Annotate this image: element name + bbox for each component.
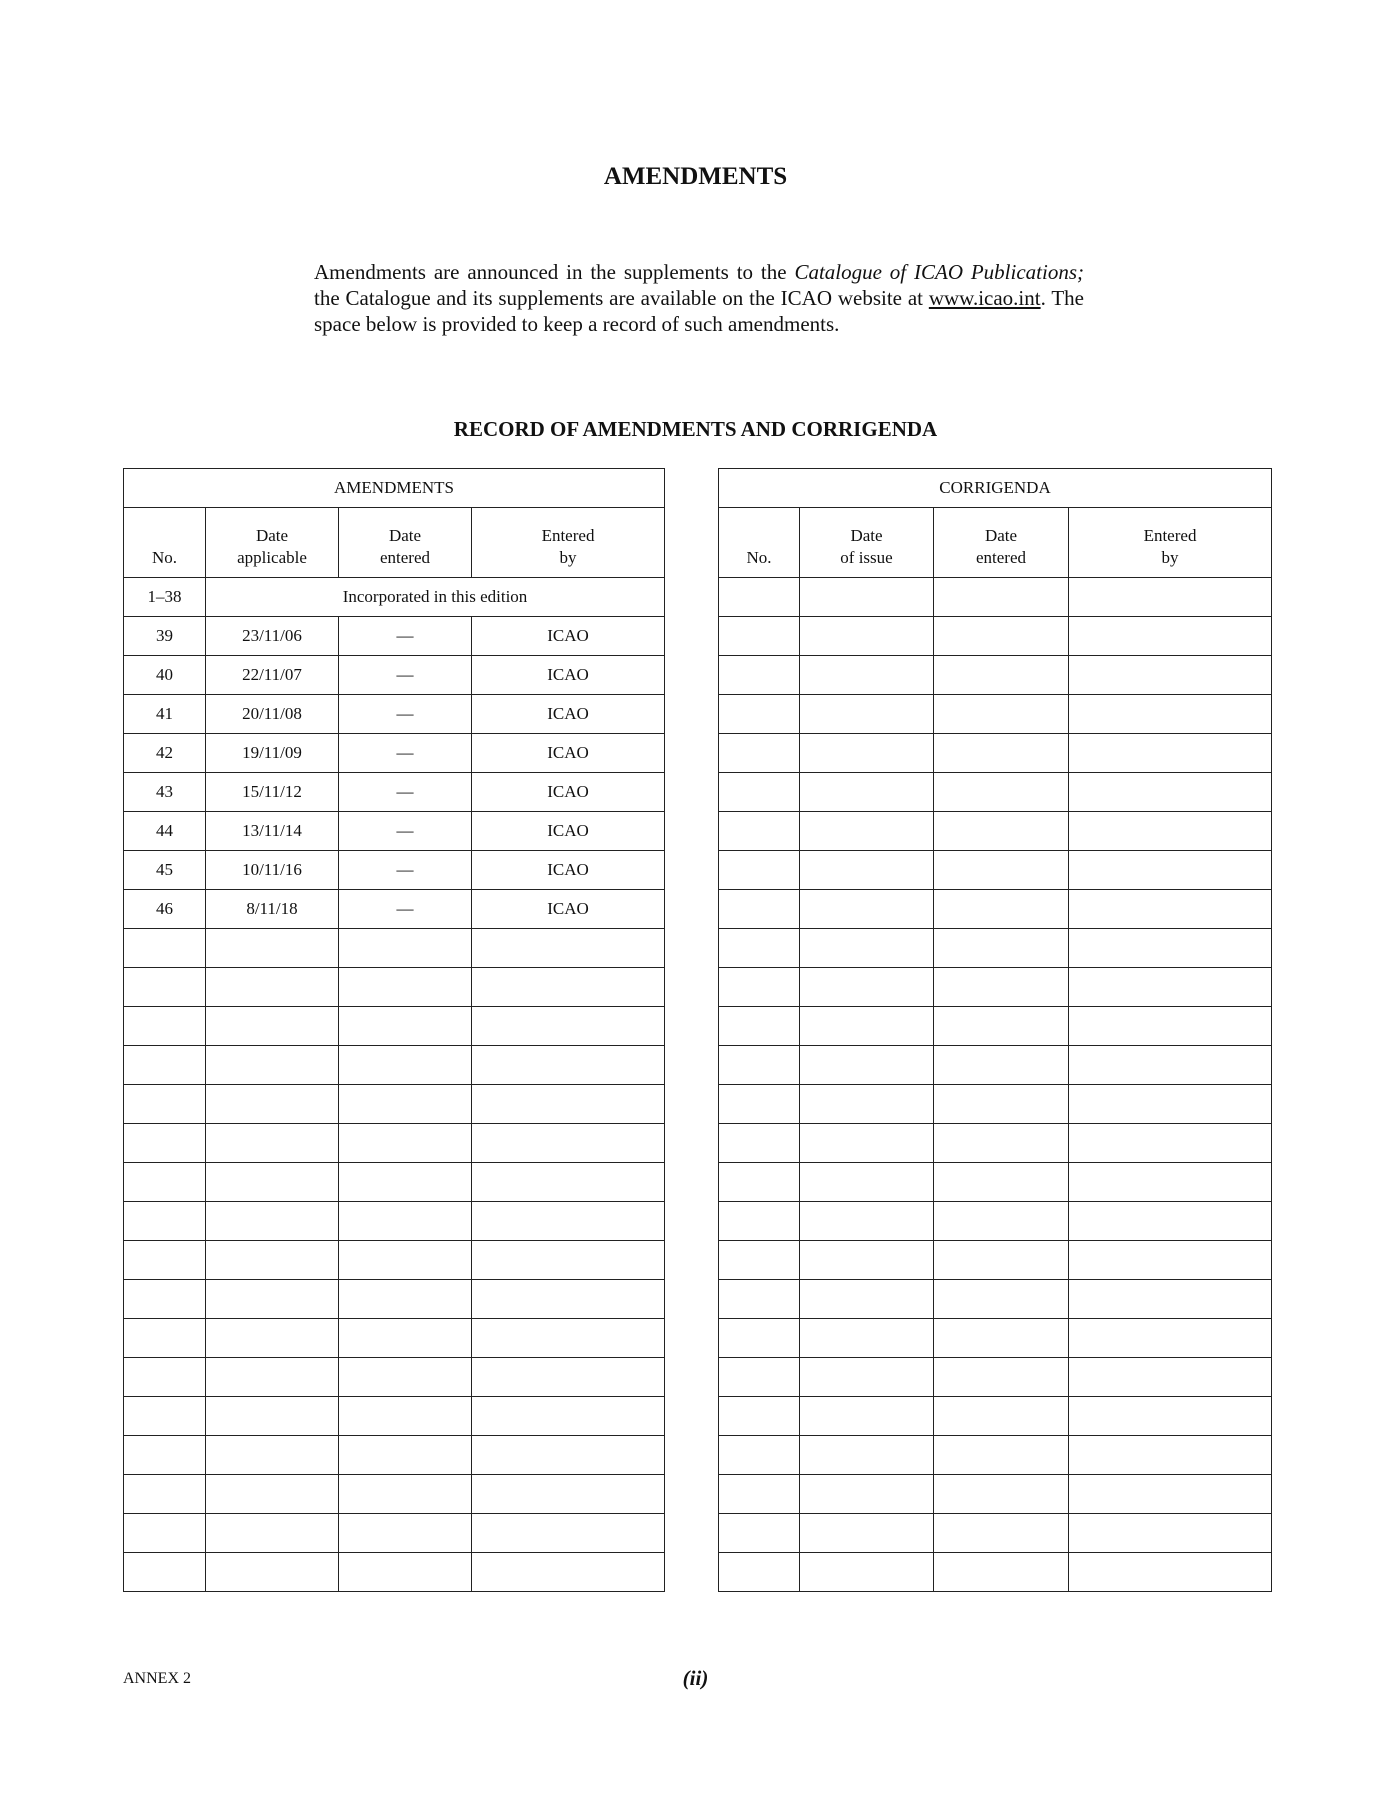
cell-date-2 [339, 1163, 472, 1202]
cell-date-2 [934, 656, 1069, 695]
cell-date-2 [934, 617, 1069, 656]
cell-no [719, 734, 800, 773]
table-row-blank [719, 734, 1272, 773]
cell-entered-by [1069, 968, 1272, 1007]
cell-date-1 [800, 1358, 934, 1397]
cell-date-2 [934, 578, 1069, 617]
catalogue-title: Catalogue of ICAO Publications; [794, 260, 1084, 284]
table-row-blank [719, 851, 1272, 890]
header-entered-by: Entered by [472, 508, 665, 578]
cell-date-1 [800, 812, 934, 851]
table-row [124, 890, 665, 929]
cell-date-2 [339, 1202, 472, 1241]
table-row-blank [124, 929, 665, 968]
table-row-blank [719, 773, 1272, 812]
cell-date-2: — [339, 773, 472, 812]
cell-no [124, 1319, 206, 1358]
cell-no: 39 [124, 617, 206, 656]
cell-entered-by [1069, 1280, 1272, 1319]
cell-no [124, 1280, 206, 1319]
page-number: (ii) [682, 1666, 709, 1690]
cell-date-1 [206, 1241, 339, 1280]
cell-no [719, 1163, 800, 1202]
cell-entered-by: ICAO [472, 890, 665, 929]
table-row-blank [719, 1397, 1272, 1436]
table-row-incorporated [124, 578, 665, 617]
cell-entered-by [472, 1163, 665, 1202]
cell-date-1 [206, 929, 339, 968]
table-row [124, 617, 665, 656]
cell-date-1 [800, 773, 934, 812]
cell-date-1 [206, 1280, 339, 1319]
cell-no: 40 [124, 656, 206, 695]
cell-date-2 [339, 1475, 472, 1514]
cell-date-1 [800, 695, 934, 734]
table-row-blank [124, 1358, 665, 1397]
table-row-blank [719, 890, 1272, 929]
cell-entered-by [472, 1007, 665, 1046]
cell-date-2: — [339, 656, 472, 695]
cell-entered-by [1069, 929, 1272, 968]
header-no: No. [124, 508, 206, 578]
cell-no [124, 1007, 206, 1046]
cell-date-1 [800, 1124, 934, 1163]
cell-date-1 [206, 1046, 339, 1085]
table-row-blank [124, 1553, 665, 1592]
cell-date-2 [934, 812, 1069, 851]
cell-date-2 [934, 1553, 1069, 1592]
cell-entered-by [1069, 1046, 1272, 1085]
cell-date-2 [934, 929, 1069, 968]
table-row-blank [719, 578, 1272, 617]
cell-incorporated-note: Incorporated in this edition [206, 578, 665, 617]
cell-date-1 [800, 1280, 934, 1319]
cell-entered-by [472, 968, 665, 1007]
cell-entered-by [472, 1358, 665, 1397]
cell-no [719, 617, 800, 656]
cell-date-1 [206, 1124, 339, 1163]
cell-no: 42 [124, 734, 206, 773]
cell-date-1 [800, 1436, 934, 1475]
header-date-entered: Date entered [339, 508, 472, 578]
cell-date-2: — [339, 617, 472, 656]
table-row-blank [719, 695, 1272, 734]
cell-date-1: 20/11/08 [206, 695, 339, 734]
table-row-blank [719, 617, 1272, 656]
table-row [124, 812, 665, 851]
cell-entered-by: ICAO [472, 812, 665, 851]
cell-entered-by [472, 1085, 665, 1124]
cell-entered-by: ICAO [472, 773, 665, 812]
cell-entered-by: ICAO [472, 617, 665, 656]
cell-no [124, 1046, 206, 1085]
cell-date-1 [800, 968, 934, 1007]
cell-entered-by [472, 1280, 665, 1319]
cell-date-1 [800, 1553, 934, 1592]
cell-date-1 [800, 734, 934, 773]
table-row-blank [124, 1280, 665, 1319]
cell-no [719, 773, 800, 812]
cell-entered-by [1069, 1124, 1272, 1163]
cell-date-1 [800, 1163, 934, 1202]
table-row-blank [719, 1436, 1272, 1475]
cell-date-2 [339, 1553, 472, 1592]
cell-date-2 [934, 1241, 1069, 1280]
intro-text: the Catalogue and its supplements are available on the ICAO website at [314, 286, 929, 310]
cell-date-1 [800, 890, 934, 929]
cell-entered-by [472, 1046, 665, 1085]
table-row-blank [124, 1085, 665, 1124]
cell-entered-by [1069, 851, 1272, 890]
cell-entered-by: ICAO [472, 695, 665, 734]
table-row-blank [719, 1163, 1272, 1202]
table-row-blank [124, 1163, 665, 1202]
cell-date-2 [934, 1163, 1069, 1202]
cell-no [719, 1475, 800, 1514]
cell-no [719, 1280, 800, 1319]
cell-no [719, 1553, 800, 1592]
cell-no [124, 1163, 206, 1202]
cell-entered-by [1069, 773, 1272, 812]
cell-no [124, 1475, 206, 1514]
cell-date-2 [339, 1124, 472, 1163]
cell-entered-by [1069, 578, 1272, 617]
cell-entered-by [1069, 1085, 1272, 1124]
cell-date-2: — [339, 812, 472, 851]
table-row-blank [124, 1397, 665, 1436]
cell-date-1: 8/11/18 [206, 890, 339, 929]
table-row [124, 656, 665, 695]
cell-date-2 [934, 1202, 1069, 1241]
cell-no [719, 812, 800, 851]
cell-date-1 [206, 1085, 339, 1124]
cell-date-2 [934, 890, 1069, 929]
cell-no [124, 968, 206, 1007]
annex-label: ANNEX 2 [123, 1670, 191, 1687]
cell-no [124, 1436, 206, 1475]
cell-entered-by [472, 1124, 665, 1163]
table-row-blank [719, 812, 1272, 851]
cell-date-1 [206, 1553, 339, 1592]
cell-entered-by [1069, 695, 1272, 734]
table-row [124, 734, 665, 773]
cell-date-2 [934, 1280, 1069, 1319]
cell-date-1: 22/11/07 [206, 656, 339, 695]
cell-no: 1–38 [124, 578, 206, 617]
cell-date-1 [206, 1163, 339, 1202]
corrigenda-table [718, 468, 1272, 1592]
table-row [124, 851, 665, 890]
cell-date-2: — [339, 734, 472, 773]
cell-date-2 [339, 1241, 472, 1280]
cell-entered-by [1069, 1163, 1272, 1202]
cell-no [719, 1319, 800, 1358]
cell-entered-by: ICAO [472, 656, 665, 695]
cell-date-2 [339, 1436, 472, 1475]
cell-date-2 [339, 1007, 472, 1046]
cell-date-1 [206, 1007, 339, 1046]
table-row-blank [719, 929, 1272, 968]
cell-date-1 [206, 1514, 339, 1553]
cell-no [719, 1397, 800, 1436]
cell-date-2 [339, 1358, 472, 1397]
cell-entered-by [1069, 1358, 1272, 1397]
cell-entered-by: ICAO [472, 851, 665, 890]
cell-date-2 [339, 1046, 472, 1085]
cell-no [719, 1046, 800, 1085]
cell-entered-by [472, 1397, 665, 1436]
header-date-applicable: Date applicable [206, 508, 339, 578]
table-row-blank [124, 1046, 665, 1085]
cell-date-2 [934, 1319, 1069, 1358]
page-title: AMENDMENTS [603, 163, 788, 190]
cell-entered-by [1069, 734, 1272, 773]
cell-entered-by [1069, 1475, 1272, 1514]
cell-date-2: — [339, 890, 472, 929]
cell-date-2 [339, 1319, 472, 1358]
cell-no [719, 1202, 800, 1241]
corrigenda-caption: CORRIGENDA [719, 469, 1272, 508]
cell-no: 45 [124, 851, 206, 890]
cell-date-1 [800, 656, 934, 695]
cell-entered-by [1069, 1553, 1272, 1592]
cell-date-1: 23/11/06 [206, 617, 339, 656]
table-row [124, 695, 665, 734]
cell-date-2 [339, 1397, 472, 1436]
table-row-blank [124, 1202, 665, 1241]
cell-no: 44 [124, 812, 206, 851]
table-row-blank [124, 1319, 665, 1358]
cell-date-2 [934, 1085, 1069, 1124]
table-row-blank [124, 1007, 665, 1046]
cell-date-2 [934, 1007, 1069, 1046]
cell-no [719, 1124, 800, 1163]
table-row-blank [719, 1046, 1272, 1085]
icao-website-link[interactable]: www.icao.int [928, 286, 1041, 310]
cell-no [124, 1085, 206, 1124]
cell-no [719, 1436, 800, 1475]
cell-date-1 [206, 1475, 339, 1514]
cell-entered-by [472, 1553, 665, 1592]
cell-no: 46 [124, 890, 206, 929]
table-row-blank [719, 1124, 1272, 1163]
cell-date-2 [934, 1397, 1069, 1436]
cell-date-2 [934, 1046, 1069, 1085]
cell-date-2 [339, 929, 472, 968]
cell-date-2 [934, 1124, 1069, 1163]
cell-no [124, 1202, 206, 1241]
table-row-blank [719, 1085, 1272, 1124]
cell-date-2 [339, 1280, 472, 1319]
table-row [124, 773, 665, 812]
record-heading: RECORD OF AMENDMENTS AND CORRIGENDA [453, 417, 938, 441]
cell-date-1 [206, 1319, 339, 1358]
cell-entered-by [472, 929, 665, 968]
cell-no [719, 578, 800, 617]
table-row-blank [719, 1514, 1272, 1553]
amendments-table [123, 468, 665, 1592]
cell-date-2 [934, 1436, 1069, 1475]
cell-entered-by: ICAO [472, 734, 665, 773]
table-row-blank [124, 1475, 665, 1514]
cell-date-2 [934, 734, 1069, 773]
cell-date-1 [800, 1007, 934, 1046]
cell-date-2: — [339, 851, 472, 890]
cell-no [719, 851, 800, 890]
cell-date-1 [206, 1436, 339, 1475]
table-row-blank [719, 1553, 1272, 1592]
cell-date-1 [800, 929, 934, 968]
cell-entered-by [1069, 1202, 1272, 1241]
table-row-blank [719, 1202, 1272, 1241]
cell-entered-by [1069, 1319, 1272, 1358]
cell-date-1 [800, 617, 934, 656]
cell-date-2 [934, 851, 1069, 890]
table-row-blank [719, 656, 1272, 695]
cell-date-2 [934, 695, 1069, 734]
table-row-blank [124, 1241, 665, 1280]
table-row-blank [124, 1514, 665, 1553]
cell-entered-by [472, 1319, 665, 1358]
cell-no [124, 1358, 206, 1397]
header-date-of-issue: Date of issue [800, 508, 934, 578]
cell-date-1 [800, 1319, 934, 1358]
table-row-blank [719, 1358, 1272, 1397]
cell-date-1 [800, 851, 934, 890]
cell-no [124, 1553, 206, 1592]
cell-date-1: 15/11/12 [206, 773, 339, 812]
cell-date-1 [800, 1085, 934, 1124]
cell-date-1: 19/11/09 [206, 734, 339, 773]
cell-no [124, 1124, 206, 1163]
intro-paragraph [314, 259, 1084, 337]
cell-date-1: 13/11/14 [206, 812, 339, 851]
column-headers [124, 508, 665, 578]
cell-no [719, 1514, 800, 1553]
cell-no [719, 1241, 800, 1280]
table-row-blank [719, 1319, 1272, 1358]
cell-entered-by [1069, 1007, 1272, 1046]
cell-date-2: — [339, 695, 472, 734]
cell-date-1 [206, 1202, 339, 1241]
cell-entered-by [1069, 1241, 1272, 1280]
cell-date-1 [800, 1046, 934, 1085]
cell-no [719, 1007, 800, 1046]
cell-date-1 [800, 1475, 934, 1514]
cell-entered-by [472, 1514, 665, 1553]
cell-date-1: 10/11/16 [206, 851, 339, 890]
cell-date-2 [339, 968, 472, 1007]
table-row-blank [124, 1436, 665, 1475]
amendments-caption: AMENDMENTS [124, 469, 665, 508]
cell-date-2 [934, 1475, 1069, 1514]
intro-text: . The space below is provided to keep a record of such amendments. [314, 286, 1084, 336]
cell-date-1 [800, 1202, 934, 1241]
cell-entered-by [1069, 656, 1272, 695]
cell-no [719, 929, 800, 968]
cell-no [719, 1085, 800, 1124]
cell-entered-by [1069, 617, 1272, 656]
cell-entered-by [1069, 1436, 1272, 1475]
table-row-blank [719, 1007, 1272, 1046]
cell-entered-by [472, 1436, 665, 1475]
table-row-blank [719, 1280, 1272, 1319]
cell-no [719, 968, 800, 1007]
table-row-blank [124, 1124, 665, 1163]
cell-entered-by [472, 1475, 665, 1514]
cell-entered-by [1069, 1397, 1272, 1436]
header-no: No. [719, 508, 800, 578]
cell-date-2 [339, 1085, 472, 1124]
table-row-blank [719, 1475, 1272, 1514]
cell-no [124, 929, 206, 968]
table-row-blank [719, 968, 1272, 1007]
cell-date-1 [800, 1397, 934, 1436]
cell-date-1 [800, 1241, 934, 1280]
column-headers [719, 508, 1272, 578]
cell-date-2 [934, 1358, 1069, 1397]
cell-no [124, 1397, 206, 1436]
cell-date-2 [934, 968, 1069, 1007]
cell-date-2 [339, 1514, 472, 1553]
cell-no [719, 890, 800, 929]
cell-entered-by [1069, 890, 1272, 929]
cell-no [719, 656, 800, 695]
cell-no: 43 [124, 773, 206, 812]
cell-no [719, 695, 800, 734]
cell-date-2 [934, 1514, 1069, 1553]
cell-no [124, 1241, 206, 1280]
cell-no [719, 1358, 800, 1397]
cell-date-1 [206, 968, 339, 1007]
table-row-blank [719, 1241, 1272, 1280]
header-entered-by: Entered by [1069, 508, 1272, 578]
table-row-blank [124, 968, 665, 1007]
cell-date-1 [206, 1397, 339, 1436]
cell-date-1 [800, 1514, 934, 1553]
cell-entered-by [1069, 812, 1272, 851]
cell-date-1 [206, 1358, 339, 1397]
cell-entered-by [472, 1241, 665, 1280]
cell-entered-by [472, 1202, 665, 1241]
cell-no: 41 [124, 695, 206, 734]
cell-date-2 [934, 773, 1069, 812]
cell-no [124, 1514, 206, 1553]
header-date-entered: Date entered [934, 508, 1069, 578]
intro-text: Amendments are announced in the supplements to the [314, 260, 795, 284]
cell-entered-by [1069, 1514, 1272, 1553]
cell-date-1 [800, 578, 934, 617]
